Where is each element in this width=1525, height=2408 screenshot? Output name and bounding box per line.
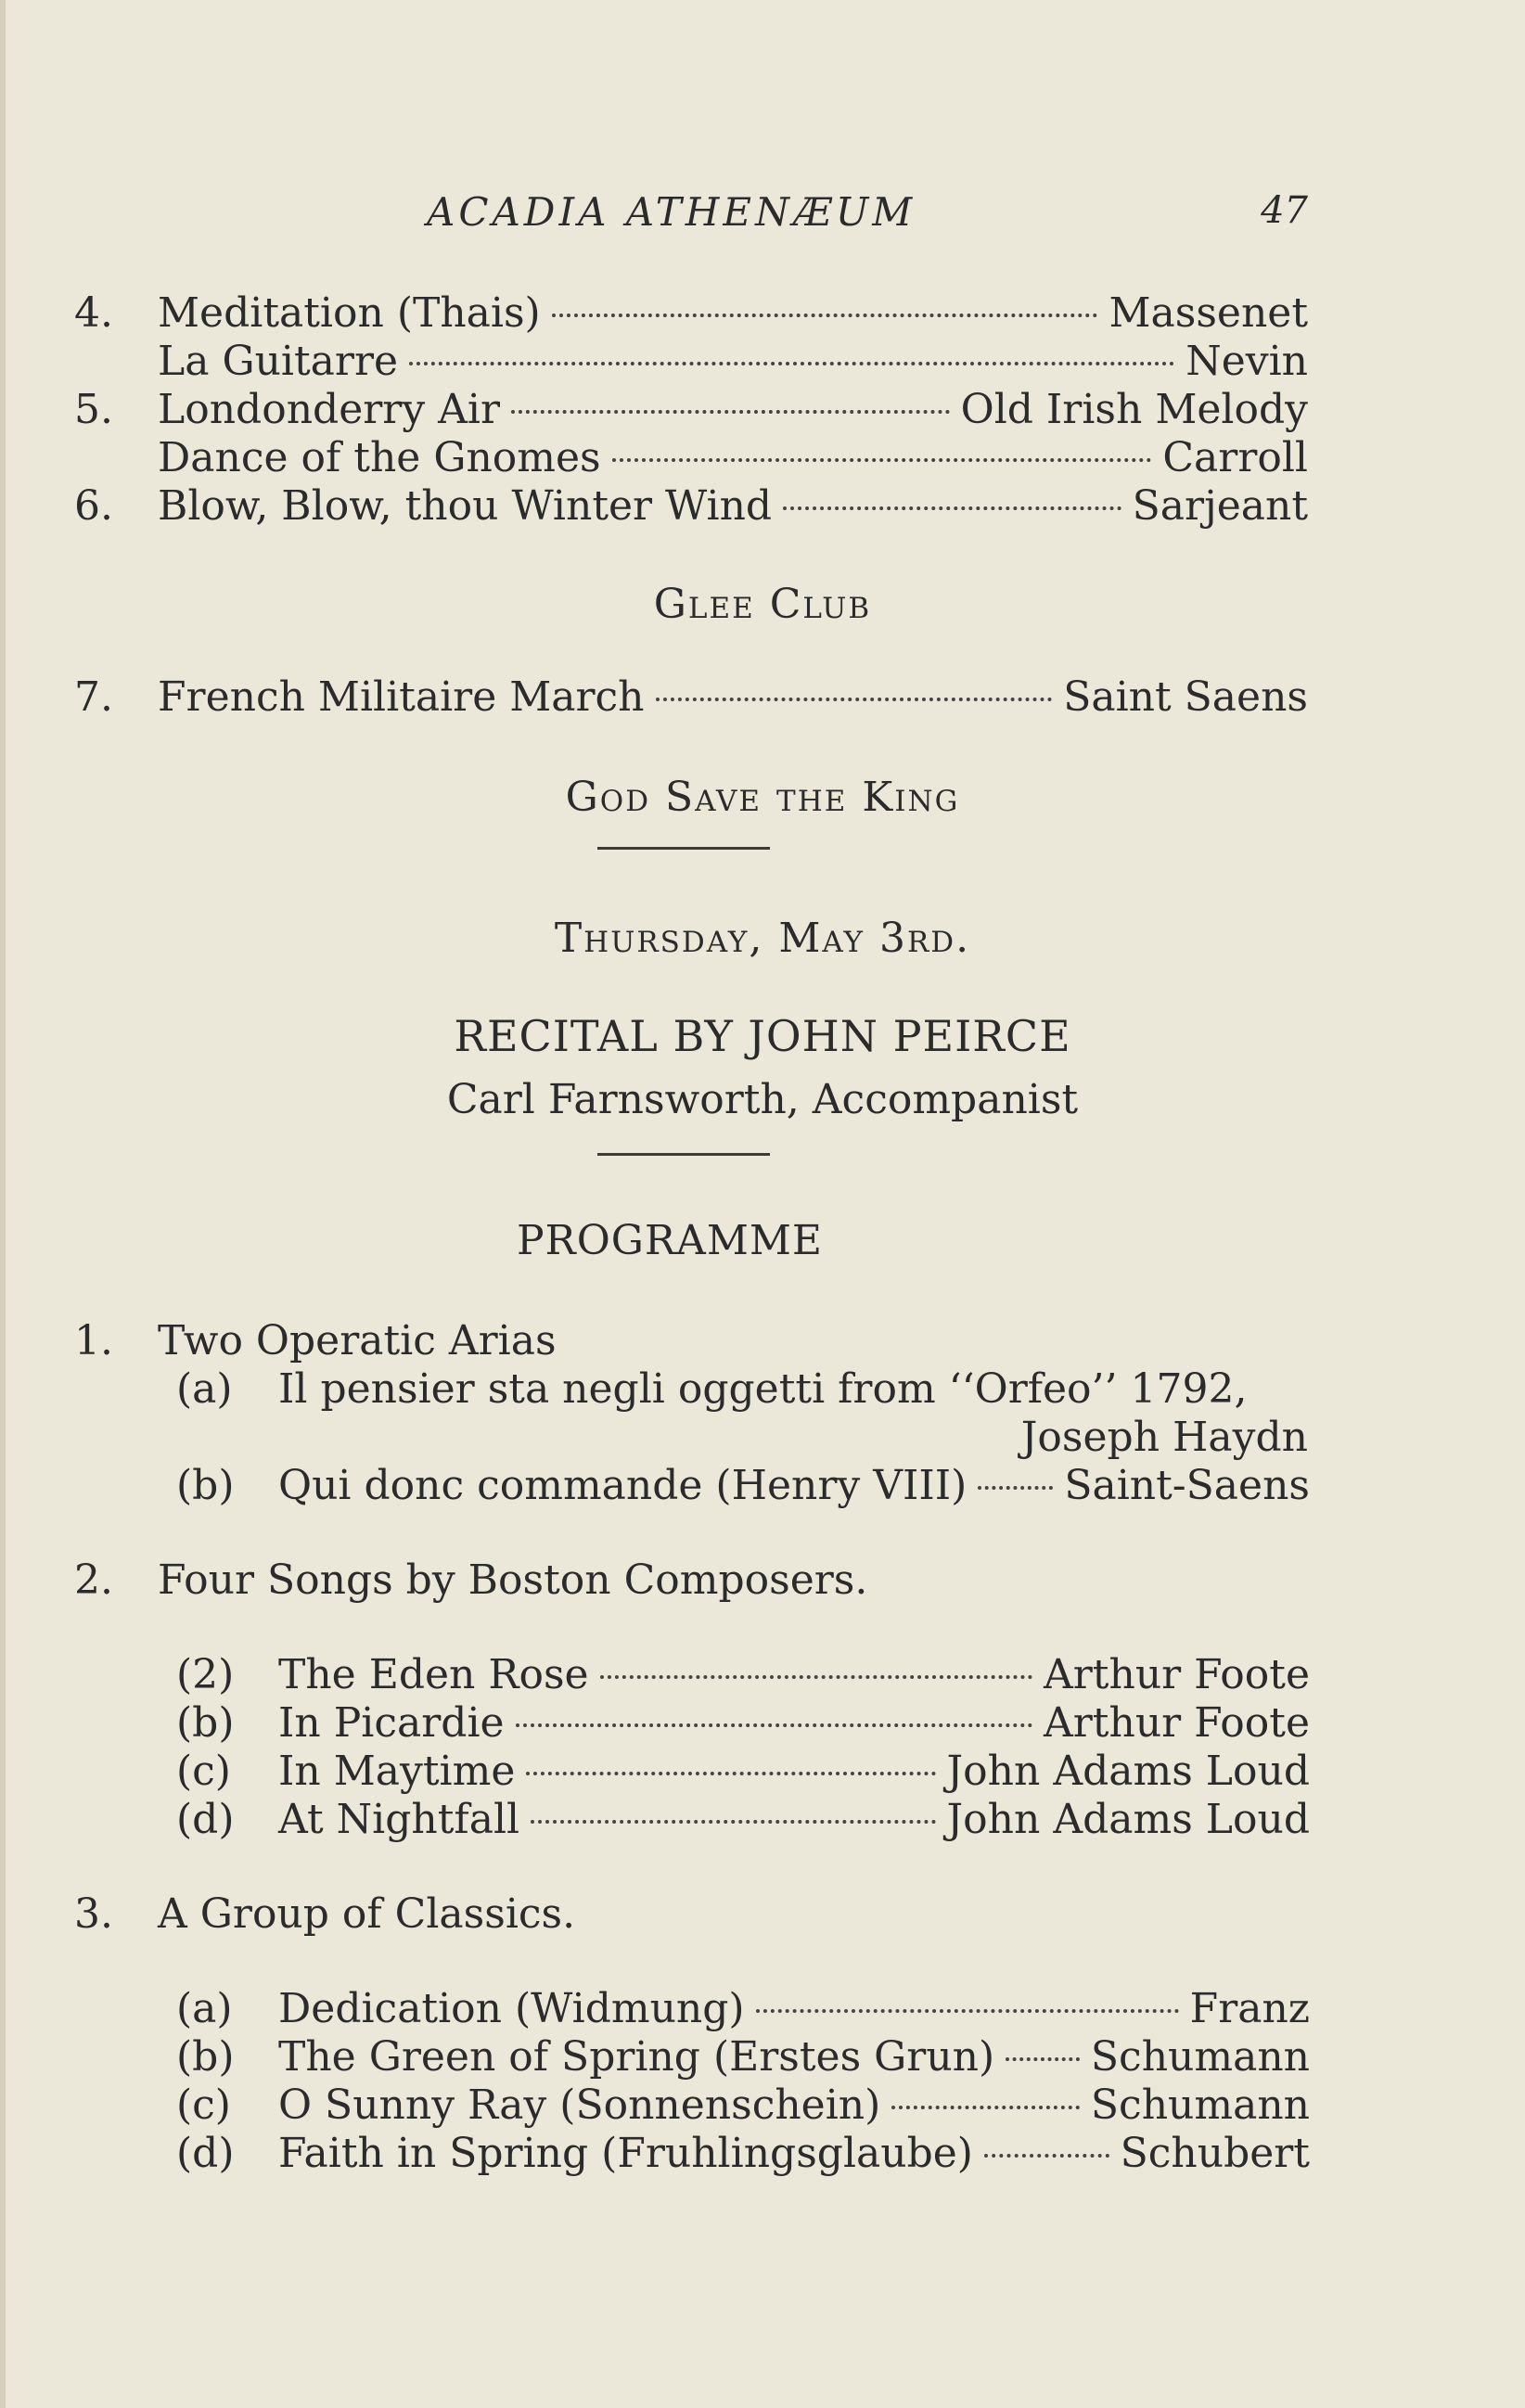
sub-letter: (c) (176, 1748, 231, 1795)
sub-letter: (2) (176, 1651, 235, 1698)
dot-leader (756, 2009, 1179, 2013)
section-heading-line (74, 1317, 1308, 1369)
programme-subline (74, 2081, 1310, 2133)
composer-name: Saint Saens (1063, 673, 1308, 721)
item-number: 6. (74, 482, 113, 530)
programme-subline (74, 1651, 1310, 1703)
dot-leader (1006, 2057, 1080, 2061)
recital-title: RECITAL BY JOHN PEIRCE (454, 1011, 1071, 1061)
composer-name: Franz (1189, 1985, 1310, 2032)
piece-title: In Maytime (278, 1748, 516, 1795)
dot-leader (984, 2154, 1109, 2158)
dot-leader (552, 314, 1098, 317)
composer-name: Joseph Haydn (1020, 1414, 1308, 1461)
section-heading-line (74, 1556, 1308, 1608)
dot-leader (409, 362, 1174, 365)
composer-name: Nevin (1185, 338, 1308, 385)
piece-title: La Guitarre (158, 338, 399, 385)
programme-subline (74, 1699, 1310, 1751)
composer-name: Schubert (1120, 2130, 1310, 2177)
composer-name: Saint-Saens (1064, 1462, 1310, 1509)
sub-letter: (b) (176, 1462, 235, 1509)
programme-line (74, 386, 1308, 438)
section-rule (597, 1153, 770, 1156)
dot-leader (516, 1723, 1032, 1727)
item-number: 7. (74, 673, 113, 721)
piece-title: Dance of the Gnomes (158, 434, 601, 481)
date-heading: Thursday, May 3rd. (554, 915, 971, 962)
dot-leader (612, 458, 1152, 462)
composer-name: Carroll (1162, 434, 1308, 481)
composer-name: Schumann (1090, 2033, 1310, 2081)
glee-club-heading: Glee Club (653, 581, 872, 628)
composer-name: John Adams Loud (946, 1796, 1310, 1843)
programme-line (74, 338, 1308, 390)
dot-leader (978, 1486, 1053, 1490)
anthem-heading: God Save the King (565, 774, 960, 821)
section-rule (597, 847, 770, 850)
section-heading: A Group of Classics. (158, 1890, 576, 1938)
composer-name: Arthur Foote (1043, 1699, 1310, 1747)
composer-name: Sarjeant (1132, 482, 1308, 530)
piece-title: Dedication (Widmung) (278, 1985, 745, 2032)
programme-line (74, 289, 1308, 341)
section-heading: Two Operatic Arias (158, 1317, 557, 1364)
piece-title: O Sunny Ray (Sonnenschein) (278, 2081, 881, 2129)
item-number: 1. (74, 1317, 113, 1364)
sub-letter: (b) (176, 2033, 235, 2081)
piece-title: The Green of Spring (Erstes Grun) (278, 2033, 995, 2081)
dot-leader (531, 1820, 935, 1824)
dot-leader (656, 698, 1053, 701)
programme-subline (74, 1748, 1310, 1800)
section-heading-line (74, 1890, 1308, 1942)
accompanist-line: Carl Farnsworth, Accompanist (446, 1076, 1079, 1123)
composer-name: Schumann (1090, 2081, 1310, 2129)
sub-letter: (d) (176, 2130, 235, 2177)
dot-leader (891, 2106, 1080, 2109)
programme-line (74, 434, 1308, 486)
composer-name: John Adams Loud (946, 1748, 1310, 1795)
programme-subline (74, 2130, 1310, 2182)
programme-subline (74, 1796, 1310, 1848)
piece-title: Il pensier sta negli oggetti from ‘‘Orfeo’’ 1792, (278, 1365, 1248, 1413)
journal-title: ACADIA ATHENÆUM (427, 189, 916, 235)
running-header (158, 189, 1308, 245)
piece-title: Londonderry Air (158, 386, 501, 433)
piece-title: At Nightfall (278, 1796, 520, 1843)
dot-leader (511, 410, 950, 414)
dot-leader (526, 1772, 935, 1775)
sub-letter: (a) (176, 1985, 233, 2032)
item-number: 2. (74, 1556, 113, 1604)
programme-subline (74, 1985, 1310, 2037)
composer-name: Arthur Foote (1043, 1651, 1310, 1698)
item-number: 4. (74, 289, 113, 337)
piece-title: The Eden Rose (278, 1651, 589, 1698)
sub-letter: (b) (176, 1699, 235, 1747)
programme-subline (74, 1462, 1310, 1514)
piece-title: Blow, Blow, thou Winter Wind (158, 482, 773, 530)
dot-leader (600, 1675, 1032, 1679)
piece-title: Meditation (Thais) (158, 289, 541, 337)
section-heading: Four Songs by Boston Composers. (158, 1556, 868, 1604)
piece-title: In Picardie (278, 1699, 505, 1747)
piece-title: Qui donc commande (Henry VIII) (278, 1462, 968, 1509)
programme-line (74, 673, 1308, 725)
dot-leader (783, 506, 1121, 510)
piece-title: French Militaire March (158, 673, 645, 721)
programme-line (74, 482, 1308, 534)
programme-subline (74, 1414, 1308, 1466)
programme-subline (74, 2033, 1310, 2085)
sub-letter: (a) (176, 1365, 233, 1413)
sub-letter: (c) (176, 2081, 231, 2129)
page-edge (0, 0, 6, 2408)
programme-subline (74, 1365, 1310, 1417)
item-number: 5. (74, 386, 113, 433)
programme-heading: PROGRAMME (516, 1217, 824, 1264)
composer-name: Old Irish Melody (960, 386, 1308, 433)
sub-letter: (d) (176, 1796, 235, 1843)
item-number: 3. (74, 1890, 113, 1938)
piece-title: Faith in Spring (Fruhlingsglaube) (278, 2130, 973, 2177)
page-number: 47 (1261, 189, 1308, 232)
composer-name: Massenet (1109, 289, 1308, 337)
